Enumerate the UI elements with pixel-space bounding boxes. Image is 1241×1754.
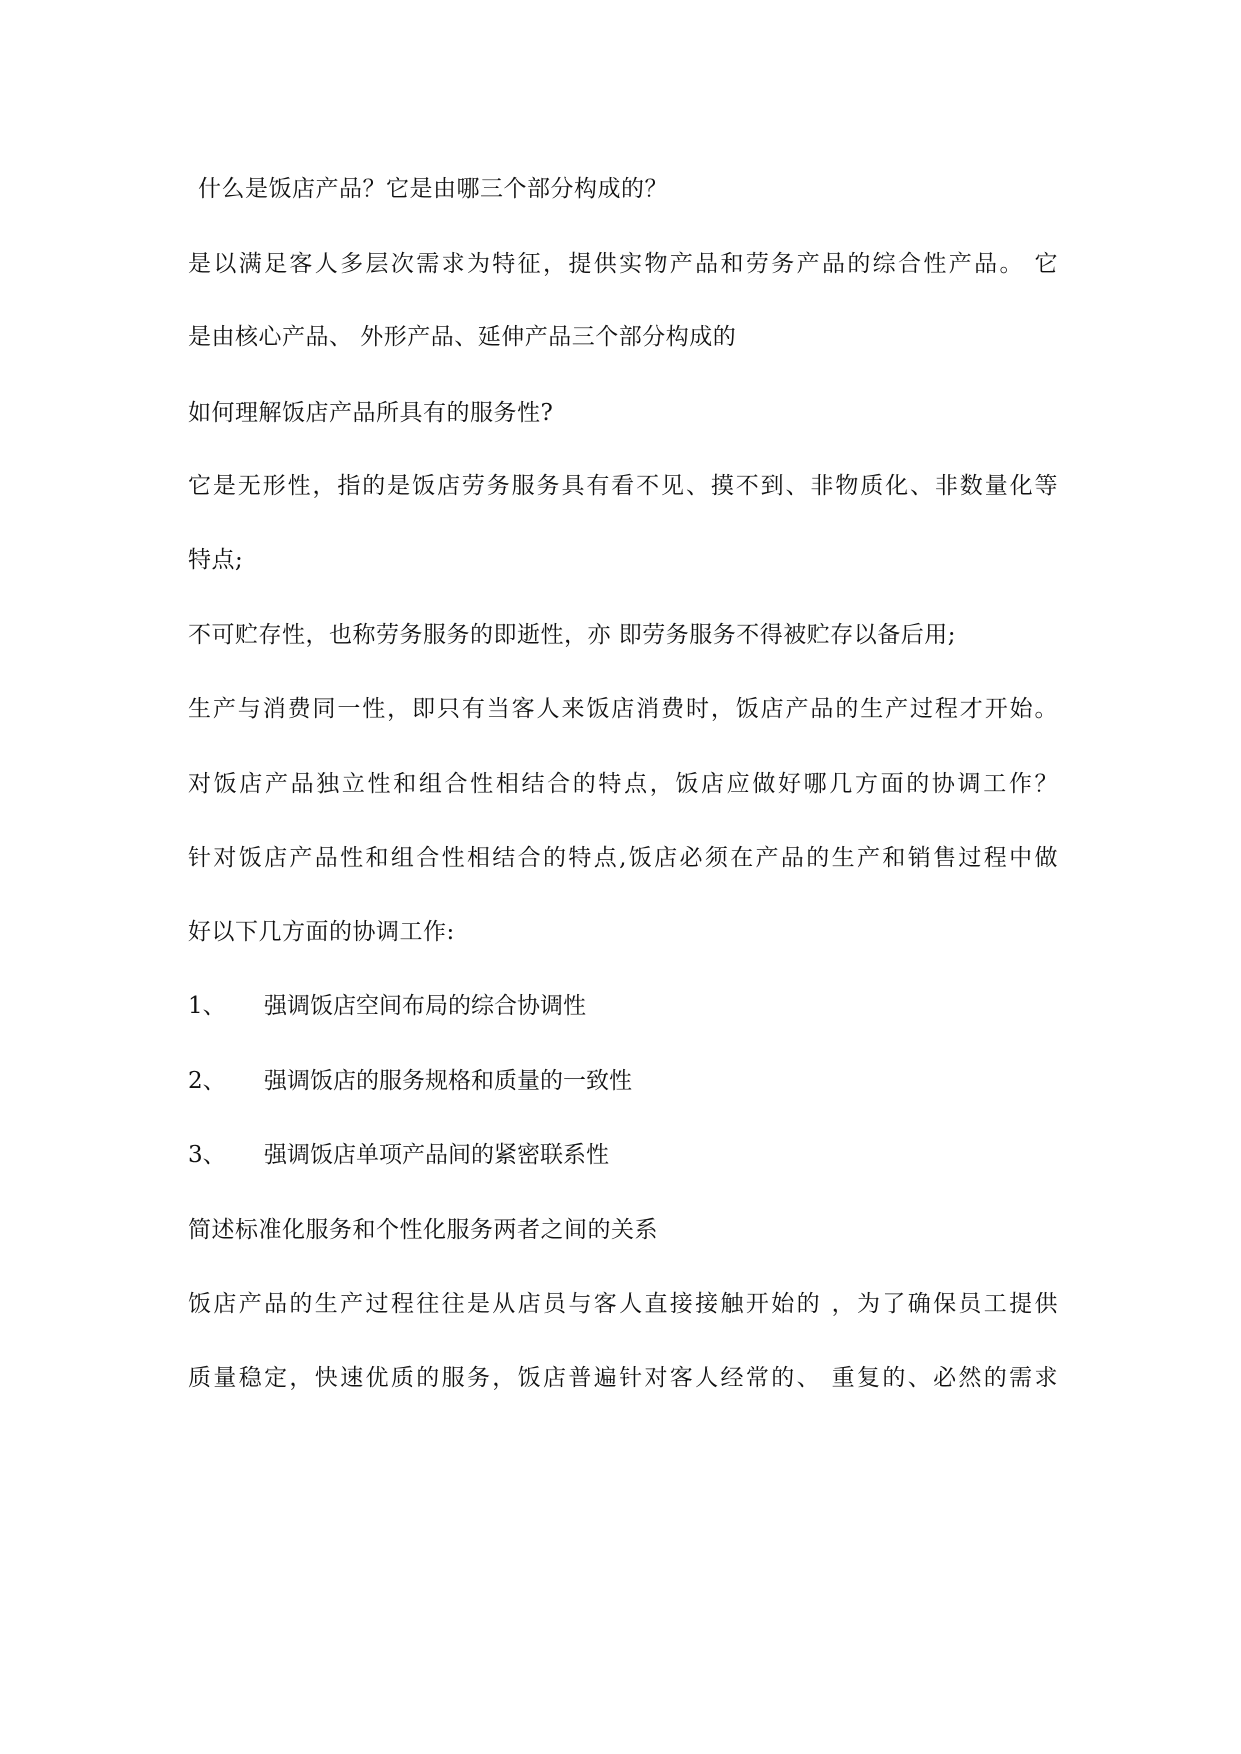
answer-4-line-2: 质量稳定，快速优质的服务，饭店普遍针对客人经常的、 重复的、必然的需求 <box>188 1365 1058 1391</box>
answer-2-line-2: 特点; <box>188 547 244 573</box>
answer-2-line-3: 不可贮存性，也称劳务服务的即逝性，亦 即劳务服务不得被贮存以备后用; <box>188 622 957 648</box>
answer-2-line-4: 生产与消费同一性，即只有当客人来饭店消费时，饭店产品的生产过程才开始。 <box>188 696 1058 722</box>
list-item <box>188 1140 1058 1170</box>
answer-3-line-1: 针对饭店产品性和组合性相结合的特点,饭店必须在产品的生产和销售过程中做 <box>188 845 1058 871</box>
list-item-number: 1、 <box>188 993 226 1019</box>
answer-3-line-2: 好以下几方面的协调工作: <box>188 919 455 945</box>
list-item-text: 强调饭店单项产品间的紧密联系性 <box>264 1142 609 1168</box>
list-item <box>188 1066 1058 1096</box>
question-4-heading: 简述标准化服务和个性化服务两者之间的关系 <box>188 1217 658 1243</box>
answer-1-line-2: 是由核心产品、 外形产品、延伸产品三个部分构成的 <box>188 324 737 350</box>
answer-2-line-1: 它是无形性，指的是饭店劳务服务具有看不见、摸不到、非物质化、非数量化等 <box>188 473 1058 499</box>
list-item-text: 强调饭店空间布局的综合协调性 <box>264 993 586 1019</box>
question-3-heading: 对饭店产品独立性和组合性相结合的特点，饭店应做好哪几方面的协调工作？ <box>188 771 1058 797</box>
answer-4-line-1: 饭店产品的生产过程往往是从店员与客人直接接触开始的 ，为了确保员工提供 <box>188 1291 1058 1317</box>
question-2-heading: 如何理解饭店产品所具有的服务性? <box>188 400 554 426</box>
list-item <box>188 991 1058 1021</box>
question-1-heading: 什么是饭店产品？它是由哪三个部分构成的？ <box>198 176 668 202</box>
list-item-text: 强调饭店的服务规格和质量的一致性 <box>264 1068 632 1094</box>
list-item-number: 2、 <box>188 1068 226 1094</box>
list-item-number: 3、 <box>188 1142 226 1168</box>
answer-1-line-1: 是以满足客人多层次需求为特征，提供实物产品和劳务产品的综合性产品。 它 <box>188 251 1058 277</box>
